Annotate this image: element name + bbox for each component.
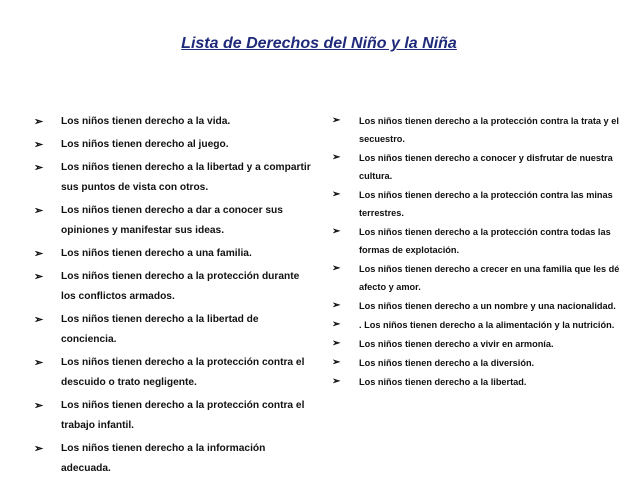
- arrowhead-bullet-icon: ➢: [34, 162, 44, 174]
- list-item: ➢ Los niños tienen derecho a la protección contra la trata y el secuestro.: [332, 112, 628, 148]
- arrowhead-bullet-icon: ➢: [332, 189, 341, 200]
- list-item: ➢ Los niños tienen derecho a la libertad de conciencia.: [34, 310, 316, 350]
- rights-list-right: [332, 112, 628, 392]
- list-item: ➢ Los niños tienen derecho a la diversión.: [332, 354, 628, 372]
- list-item: ➢ Los niños tienen derecho a una familia.: [34, 244, 316, 264]
- list-item: ➢ Los niños tienen derecho a la protección contra el descuido o trato negligente.: [34, 353, 316, 393]
- page-title: Lista de Derechos del Niño y la Niña: [181, 35, 457, 52]
- arrowhead-bullet-icon: ➢: [34, 357, 44, 369]
- list-item: ➢ Los niños tienen derecho a la libertad.: [332, 373, 628, 391]
- arrowhead-bullet-icon: ➢: [34, 400, 44, 412]
- arrowhead-bullet-icon: ➢: [34, 139, 44, 151]
- list-item: ➢ Los niños tienen derecho a la libertad y a compartir sus puntos de vista con otros.: [34, 158, 316, 198]
- list-item: ➢ Los niños tienen derecho a la protección contra las minas terrestres.: [332, 186, 628, 222]
- list-item: ➢ . Los niños tienen derecho a la alimentación y la nutrición.: [332, 316, 628, 334]
- arrowhead-bullet-icon: ➢: [332, 376, 341, 387]
- arrowhead-bullet-icon: ➢: [332, 319, 341, 330]
- arrowhead-bullet-icon: ➢: [34, 205, 44, 217]
- arrowhead-bullet-icon: ➢: [332, 152, 341, 163]
- arrowhead-bullet-icon: ➢: [332, 226, 341, 237]
- arrowhead-bullet-icon: ➢: [34, 443, 44, 455]
- list-item: ➢ Los niños tienen derecho a conocer y disfrutar de nuestra cultura.: [332, 149, 628, 185]
- list-item: ➢ Los niños tienen derecho a vivir en armonía.: [332, 335, 628, 353]
- arrowhead-bullet-icon: ➢: [34, 271, 44, 283]
- arrowhead-bullet-icon: ➢: [34, 248, 44, 260]
- arrowhead-bullet-icon: ➢: [332, 338, 341, 349]
- list-item: ➢ Los niños tienen derecho a la vida.: [34, 112, 316, 132]
- list-item: ➢ Los niños tienen derecho a la información adecuada.: [34, 439, 316, 479]
- list-item: ➢ Los niños tienen derecho a la protección contra todas las formas de explotación.: [332, 223, 628, 259]
- arrowhead-bullet-icon: ➢: [34, 116, 44, 128]
- list-item: ➢ Los niños tienen derecho al juego.: [34, 135, 316, 155]
- arrowhead-bullet-icon: ➢: [34, 314, 44, 326]
- arrowhead-bullet-icon: ➢: [332, 357, 341, 368]
- rights-list-left: [34, 112, 316, 482]
- list-item: ➢ Los niños tienen derecho a un nombre y una nacionalidad.: [332, 297, 628, 315]
- list-item: ➢ Los niños tienen derecho a la protección durante los conflictos armados.: [34, 267, 316, 307]
- list-item: ➢ Los niños tienen derecho a dar a conocer sus opiniones y manifestar sus ideas.: [34, 201, 316, 241]
- arrowhead-bullet-icon: ➢: [332, 115, 341, 126]
- arrowhead-bullet-icon: ➢: [332, 300, 341, 311]
- list-item: ➢ Los niños tienen derecho a crecer en una familia que les dé afecto y amor.: [332, 260, 628, 296]
- list-item: ➢ Los niños tienen derecho a la protección contra el trabajo infantil.: [34, 396, 316, 436]
- arrowhead-bullet-icon: ➢: [332, 263, 341, 274]
